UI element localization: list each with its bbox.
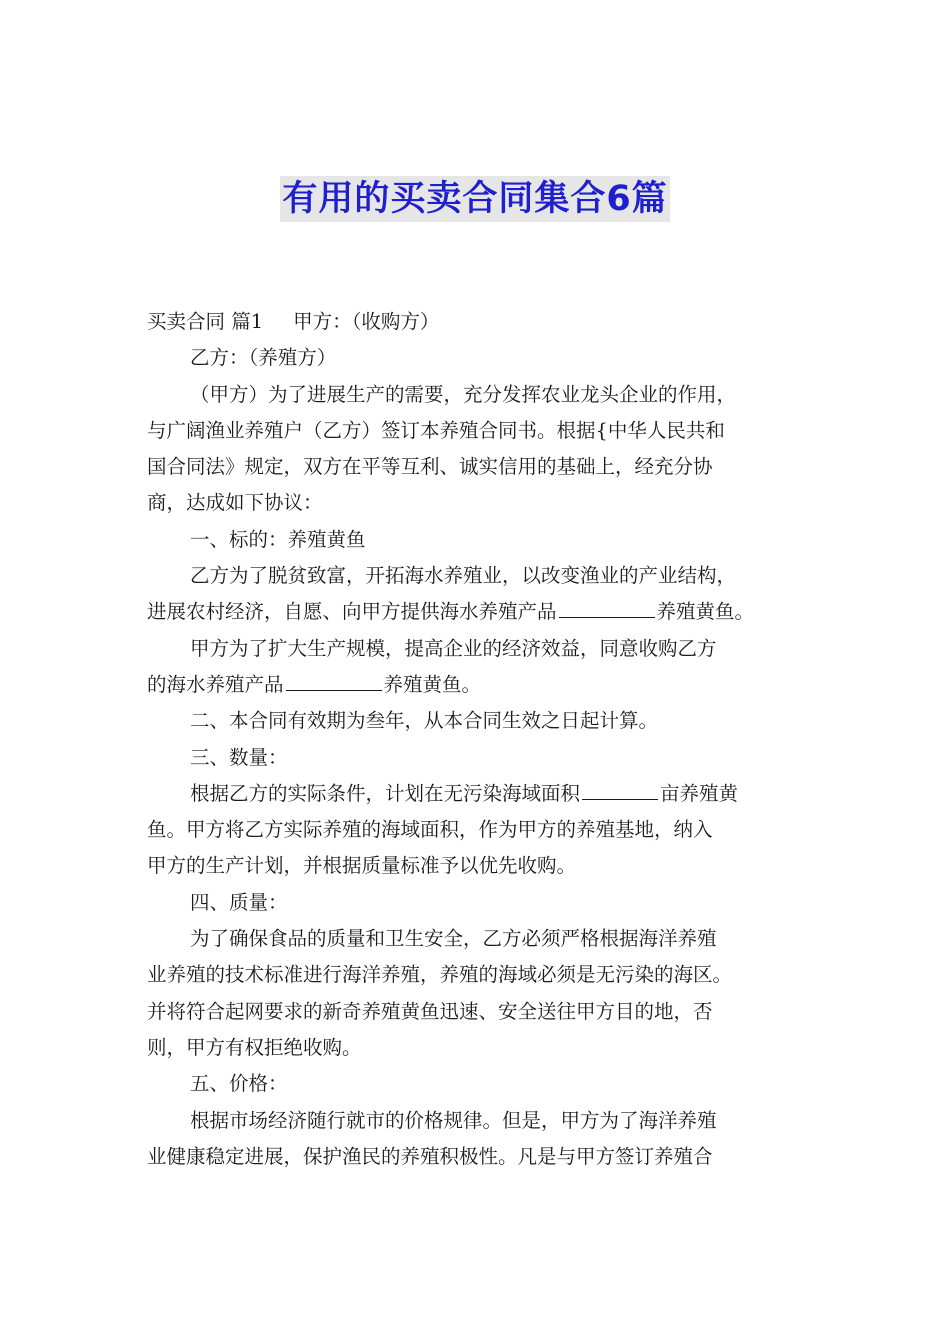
paragraph-line <box>147 667 812 703</box>
title-area <box>0 176 950 222</box>
paragraph-line: 甲方的生产计划，并根据质量标准予以优先收购。 <box>147 854 577 878</box>
paragraph-line: 业健康稳定进展，保护渔民的养殖积极性。凡是与甲方签订养殖合 <box>147 1144 713 1168</box>
text-segment: 亩养殖黄 <box>660 781 739 805</box>
paragraph-line <box>147 594 812 630</box>
text-segment: 进展农村经济，自愿、向甲方提供海水养殖产品 <box>147 600 557 624</box>
paragraph-line: 五、价格： <box>190 1072 288 1096</box>
text-segment: 养殖黄鱼。 <box>383 672 482 696</box>
paragraph-line: 四、质量： <box>190 890 288 914</box>
paragraph-line: 国合同法》规定，双方在平等互利、诚实信用的基础上，经充分协 <box>147 455 713 479</box>
paragraph-line: 并将符合起网要求的新奇养殖黄鱼迅速、安全送往甲方目的地，否 <box>147 999 713 1023</box>
fill-blank <box>582 779 658 800</box>
paragraph-line: 与广阔渔业养殖户（乙方）签订本养殖合同书。根据{中华人民共和 <box>147 418 725 442</box>
paragraph-line: 三、数量： <box>190 745 288 769</box>
text-segment: 养殖黄鱼。 <box>656 600 755 624</box>
paragraph-line: 商，达成如下协议： <box>147 491 323 515</box>
section-label: 买卖合同 篇1 <box>147 310 264 333</box>
paragraph-line: 根据市场经济随行就市的价格规律。但是，甲方为了海洋养殖 <box>190 1108 717 1132</box>
text-segment: 的海水养殖产品 <box>147 672 284 696</box>
document-title: 有用的买卖合同集合6篇 <box>280 176 669 222</box>
fill-blank <box>286 670 382 691</box>
document-body <box>147 304 812 1175</box>
paragraph-line: 一、标的：养殖黄鱼 <box>190 527 366 551</box>
paragraph-line: 为了确保食品的质量和卫生安全，乙方必须严格根据海洋养殖 <box>190 927 717 951</box>
paragraph-line: 鱼。甲方将乙方实际养殖的海域面积，作为甲方的养殖基地，纳入 <box>147 818 713 842</box>
paragraph-line: 甲方为了扩大生产规模，提高企业的经济效益，同意收购乙方 <box>190 636 717 660</box>
paragraph-line: 乙方：（养殖方） <box>190 346 337 370</box>
paragraph-line: 乙方为了脱贫致富，开拓海水养殖业，以改变渔业的产业结构， <box>190 564 737 588</box>
paragraph-line: （甲方）为了进展生产的需要，充分发挥农业龙头企业的作用， <box>190 382 737 406</box>
fill-blank <box>559 597 655 618</box>
party-a-label: 甲方：（收购方） <box>293 310 440 333</box>
line-heading <box>147 304 812 340</box>
paragraph-line: 二、本合同有效期为叁年，从本合同生效之日起计算。 <box>190 709 659 733</box>
paragraph-line <box>147 776 812 812</box>
text-segment: 根据乙方的实际条件，计划在无污染海域面积 <box>190 781 581 805</box>
paragraph-line: 则，甲方有权拒绝收购。 <box>147 1035 362 1059</box>
paragraph-line: 业养殖的技术标准进行海洋养殖，养殖的海域必须是无污染的海区。 <box>147 963 733 987</box>
